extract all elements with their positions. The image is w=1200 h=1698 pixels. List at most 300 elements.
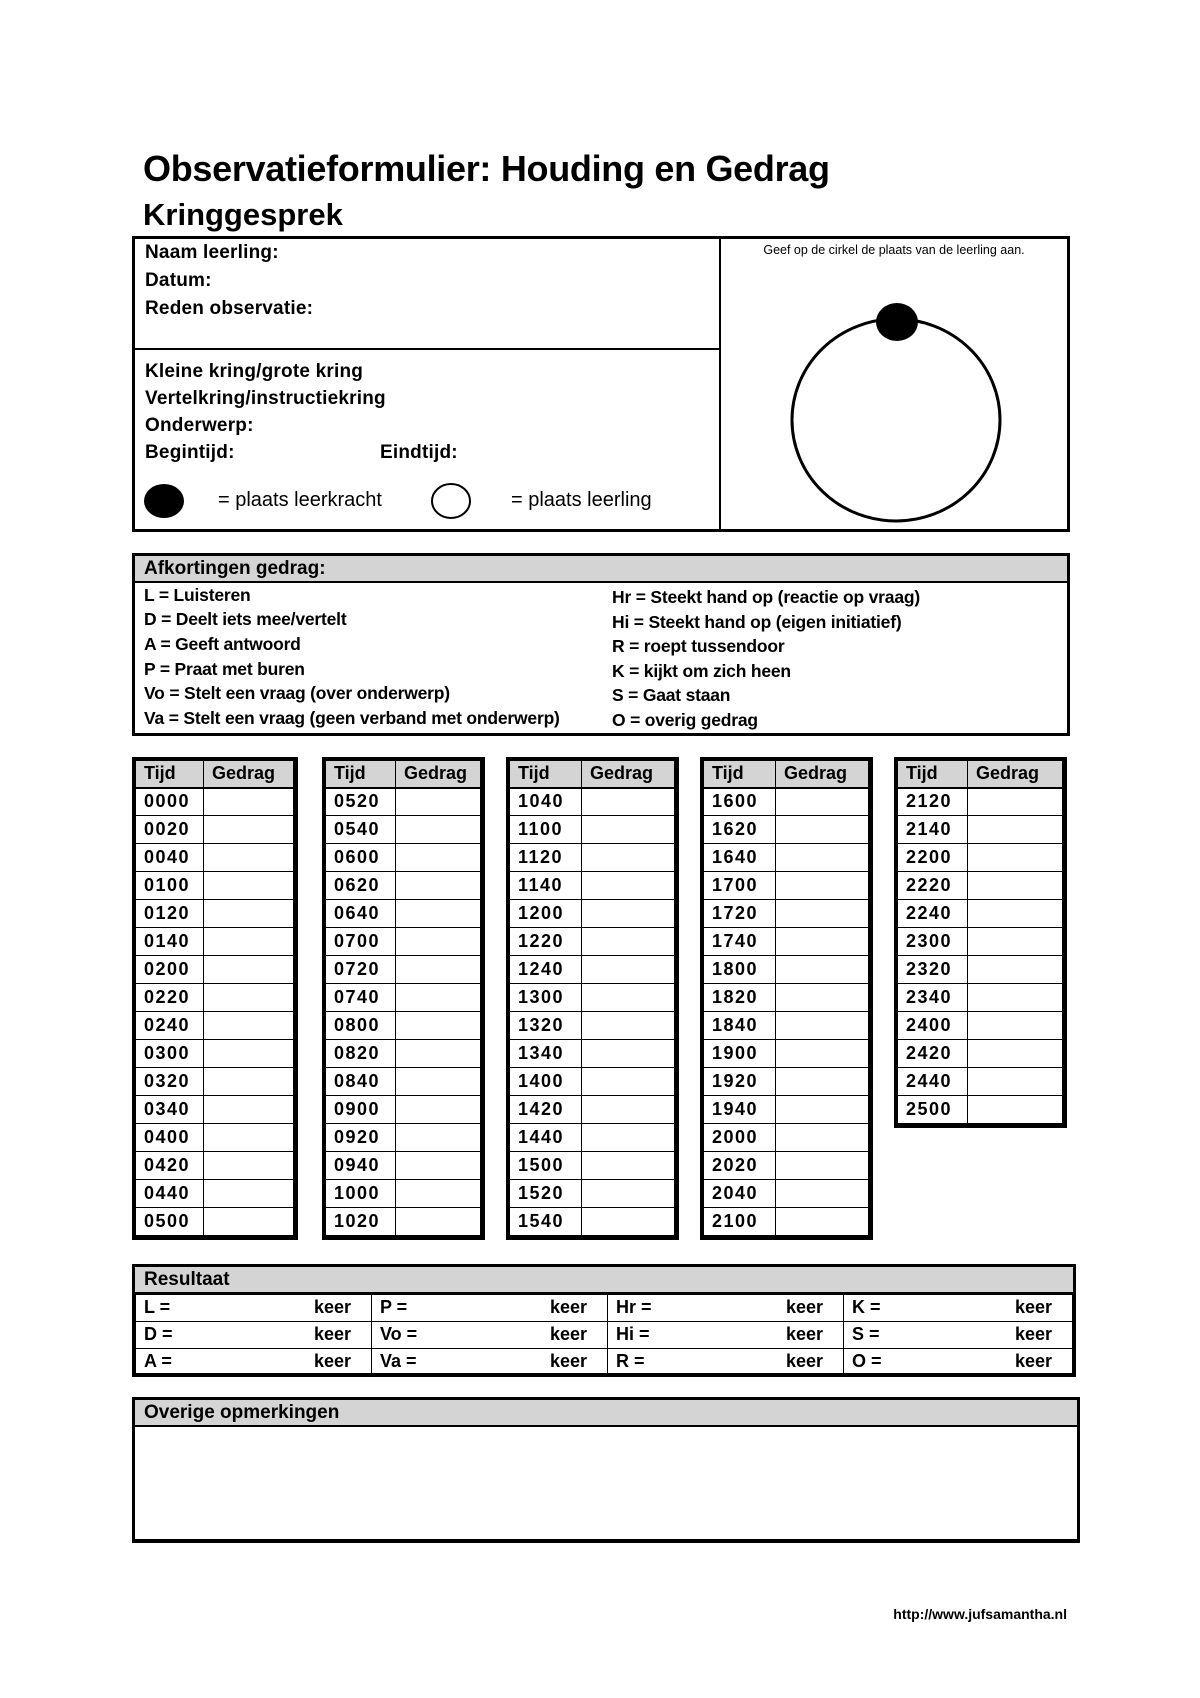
time-row: [326, 1096, 481, 1124]
time-cell: 0720: [326, 956, 396, 984]
time-row: [704, 816, 869, 844]
time-cell: 1600: [704, 788, 776, 816]
behavior-cell[interactable]: [968, 816, 1063, 844]
behavior-cell[interactable]: [204, 844, 294, 872]
behavior-cell[interactable]: [396, 1096, 481, 1124]
time-row: [326, 1180, 481, 1208]
behavior-cell[interactable]: [396, 872, 481, 900]
behavior-cell[interactable]: [776, 984, 869, 1012]
time-cell: 0220: [136, 984, 204, 1012]
time-row: [510, 788, 675, 816]
time-row: [326, 900, 481, 928]
col-header-tijd: Tijd: [326, 761, 396, 788]
time-row: [704, 1012, 869, 1040]
result-row: [136, 1322, 1073, 1349]
time-row: [510, 844, 675, 872]
behavior-cell[interactable]: [396, 816, 481, 844]
behavior-cell[interactable]: [204, 956, 294, 984]
time-cell: 1320: [510, 1012, 582, 1040]
behavior-cell[interactable]: [968, 1040, 1063, 1068]
field-kring-size[interactable]: Kleine kring/grote kring: [145, 361, 364, 382]
behavior-cell[interactable]: [204, 1124, 294, 1152]
behavior-cell[interactable]: [396, 984, 481, 1012]
result-keer-label: keer: [313, 1351, 351, 1371]
col-header-gedrag: Gedrag: [968, 761, 1063, 788]
abbr-item: O = overig gedrag: [612, 710, 758, 730]
behavior-cell[interactable]: [776, 1040, 869, 1068]
behavior-cell[interactable]: [396, 1208, 481, 1236]
behavior-cell[interactable]: [776, 844, 869, 872]
behavior-cell[interactable]: [776, 1012, 869, 1040]
behavior-cell[interactable]: [582, 1152, 675, 1180]
result-keer-label: keer: [1014, 1297, 1052, 1317]
time-cell: 2200: [898, 844, 968, 872]
time-cell: 0340: [136, 1096, 204, 1124]
time-table-3: [506, 757, 679, 1240]
behavior-cell[interactable]: [968, 956, 1063, 984]
behavior-cell[interactable]: [204, 872, 294, 900]
behavior-cell[interactable]: [582, 844, 675, 872]
time-row: [704, 1124, 869, 1152]
time-row: [510, 1012, 675, 1040]
student-info-section: [135, 239, 721, 350]
time-row: [510, 1096, 675, 1124]
behavior-cell[interactable]: [204, 1152, 294, 1180]
time-cell: 0500: [136, 1208, 204, 1236]
behavior-cell[interactable]: [968, 1068, 1063, 1096]
time-row: [136, 872, 294, 900]
field-begintijd[interactable]: Begintijd:: [145, 442, 235, 463]
time-row: [326, 1208, 481, 1236]
time-cell: 1040: [510, 788, 582, 816]
time-row: [326, 1012, 481, 1040]
behavior-cell[interactable]: [776, 1208, 869, 1236]
behavior-cell[interactable]: [396, 1040, 481, 1068]
result-cell[interactable]: [136, 1295, 372, 1322]
time-row: [898, 816, 1063, 844]
time-row: [704, 900, 869, 928]
time-cell: 0700: [326, 928, 396, 956]
time-row: [510, 928, 675, 956]
time-cell: 2220: [898, 872, 968, 900]
behavior-cell[interactable]: [582, 788, 675, 816]
result-keer-label: keer: [1014, 1351, 1052, 1371]
time-table-4: [700, 757, 873, 1240]
behavior-cell[interactable]: [968, 844, 1063, 872]
behavior-cell[interactable]: [776, 788, 869, 816]
empty-circle-icon: [430, 481, 478, 523]
time-row: [326, 788, 481, 816]
time-row: [898, 872, 1063, 900]
time-row: [704, 1152, 869, 1180]
time-row: [704, 1096, 869, 1124]
time-row: [704, 788, 869, 816]
result-heading: Resultaat: [135, 1267, 1073, 1294]
time-row: [510, 900, 675, 928]
field-onderwerp[interactable]: Onderwerp:: [145, 415, 254, 436]
behavior-cell[interactable]: [776, 956, 869, 984]
time-row: [136, 1124, 294, 1152]
time-cell: 0740: [326, 984, 396, 1012]
abbreviations-heading: Afkortingen gedrag:: [135, 556, 1067, 583]
time-table-5: [894, 757, 1067, 1128]
page-subtitle: Kringgesprek: [143, 197, 343, 232]
time-row: [704, 1208, 869, 1236]
behavior-cell[interactable]: [396, 900, 481, 928]
time-cell: 0900: [326, 1096, 396, 1124]
behavior-cell[interactable]: [582, 1012, 675, 1040]
time-row: [326, 928, 481, 956]
time-row: [898, 1096, 1063, 1124]
behavior-cell[interactable]: [396, 788, 481, 816]
time-row: [898, 1040, 1063, 1068]
time-row: [898, 984, 1063, 1012]
time-cell: 0640: [326, 900, 396, 928]
time-row: [898, 788, 1063, 816]
time-cell: 2500: [898, 1096, 968, 1124]
behavior-cell[interactable]: [204, 900, 294, 928]
time-row: [136, 844, 294, 872]
time-table-1: [132, 757, 298, 1240]
time-cell: 2000: [704, 1124, 776, 1152]
time-row: [136, 928, 294, 956]
time-row: [136, 1180, 294, 1208]
time-cell: 1100: [510, 816, 582, 844]
behavior-cell[interactable]: [776, 1152, 869, 1180]
time-row: [704, 1040, 869, 1068]
time-cell: 2420: [898, 1040, 968, 1068]
time-row: [136, 816, 294, 844]
behavior-cell[interactable]: [776, 1068, 869, 1096]
result-cell[interactable]: [608, 1295, 844, 1322]
time-cell: 0520: [326, 788, 396, 816]
time-cell: 1740: [704, 928, 776, 956]
field-eindtijd[interactable]: Eindtijd:: [380, 442, 458, 463]
behavior-cell[interactable]: [396, 1068, 481, 1096]
behavior-cell[interactable]: [204, 928, 294, 956]
time-cell: 0600: [326, 844, 396, 872]
time-row: [704, 984, 869, 1012]
behavior-cell[interactable]: [968, 872, 1063, 900]
time-row: [898, 844, 1063, 872]
result-code-label: K =: [852, 1297, 881, 1317]
time-cell: 0240: [136, 1012, 204, 1040]
time-cell: 1640: [704, 844, 776, 872]
circle-session-section: [135, 350, 721, 529]
time-row: [510, 872, 675, 900]
time-row: [510, 1040, 675, 1068]
result-keer-label: keer: [549, 1324, 587, 1344]
time-cell: 1140: [510, 872, 582, 900]
time-row: [326, 1124, 481, 1152]
time-row: [326, 1152, 481, 1180]
result-code-label: Vo =: [380, 1324, 418, 1344]
circle-instruction-text: Geef op de cirkel de plaats van de leerling aan.: [763, 243, 1025, 257]
behavior-cell[interactable]: [204, 788, 294, 816]
behavior-cell[interactable]: [582, 1124, 675, 1152]
time-cell: 1400: [510, 1068, 582, 1096]
time-cell: 1300: [510, 984, 582, 1012]
time-cell: 0940: [326, 1152, 396, 1180]
result-cell[interactable]: [844, 1295, 1073, 1322]
time-cell: 0540: [326, 816, 396, 844]
time-cell: 1340: [510, 1040, 582, 1068]
result-code-label: D =: [144, 1324, 173, 1344]
field-kring-type[interactable]: Vertelkring/instructiekring: [145, 388, 386, 409]
behavior-cell[interactable]: [396, 844, 481, 872]
time-row: [136, 984, 294, 1012]
behavior-cell[interactable]: [582, 872, 675, 900]
behavior-cell[interactable]: [776, 816, 869, 844]
time-row: [136, 1068, 294, 1096]
time-cell: 0840: [326, 1068, 396, 1096]
time-cell: 0120: [136, 900, 204, 928]
time-cell: 0820: [326, 1040, 396, 1068]
time-row: [898, 928, 1063, 956]
result-code-label: A =: [144, 1351, 172, 1371]
page-title: Observatieformulier: Houding en Gedrag: [143, 148, 830, 189]
behavior-cell[interactable]: [582, 984, 675, 1012]
time-row: [898, 1068, 1063, 1096]
behavior-cell[interactable]: [776, 872, 869, 900]
time-row: [704, 872, 869, 900]
result-cell[interactable]: [372, 1322, 608, 1349]
time-cell: 1800: [704, 956, 776, 984]
time-cell: 0320: [136, 1068, 204, 1096]
time-cell: 2100: [704, 1208, 776, 1236]
abbr-item: P = Praat met buren: [144, 659, 305, 679]
time-row: [326, 1068, 481, 1096]
field-naam-leerling[interactable]: Naam leerling:: [145, 242, 279, 263]
behavior-cell[interactable]: [776, 1180, 869, 1208]
time-cell: 2040: [704, 1180, 776, 1208]
time-row: [510, 816, 675, 844]
result-code-label: S =: [852, 1324, 880, 1344]
result-cell[interactable]: [372, 1295, 608, 1322]
time-cell: 2400: [898, 1012, 968, 1040]
abbreviations-box: [132, 553, 1070, 736]
time-row: [898, 956, 1063, 984]
time-table-2: [322, 757, 485, 1240]
time-row: [510, 1152, 675, 1180]
behavior-cell[interactable]: [968, 928, 1063, 956]
legend-teacher-label: = plaats leerkracht: [218, 489, 382, 511]
behavior-cell[interactable]: [968, 984, 1063, 1012]
time-cell: 1120: [510, 844, 582, 872]
result-keer-label: keer: [785, 1351, 823, 1371]
teacher-position-marker: [876, 303, 918, 341]
result-keer-label: keer: [313, 1297, 351, 1317]
col-header-tijd: Tijd: [898, 761, 968, 788]
col-header-gedrag: Gedrag: [776, 761, 869, 788]
time-row: [704, 928, 869, 956]
col-header-gedrag: Gedrag: [204, 761, 294, 788]
result-cell[interactable]: [136, 1322, 372, 1349]
time-row: [136, 1208, 294, 1236]
time-cell: 0400: [136, 1124, 204, 1152]
time-cell: 1020: [326, 1208, 396, 1236]
behavior-cell[interactable]: [582, 816, 675, 844]
behavior-cell[interactable]: [582, 928, 675, 956]
result-cell[interactable]: [608, 1322, 844, 1349]
result-keer-label: keer: [313, 1324, 351, 1344]
abbr-item: Vo = Stelt een vraag (over onderwerp): [144, 683, 450, 703]
behavior-cell[interactable]: [204, 816, 294, 844]
field-datum[interactable]: Datum:: [145, 270, 212, 291]
time-cell: 1920: [704, 1068, 776, 1096]
behavior-cell[interactable]: [396, 1152, 481, 1180]
footer-url-link[interactable]: http://www.jufsamantha.nl: [893, 1606, 1067, 1622]
time-cell: 0440: [136, 1180, 204, 1208]
behavior-cell[interactable]: [204, 1096, 294, 1124]
time-row: [326, 956, 481, 984]
result-cell[interactable]: [844, 1322, 1073, 1349]
student-info-box: [132, 236, 1070, 532]
behavior-cell[interactable]: [968, 788, 1063, 816]
abbr-item: S = Gaat staan: [612, 685, 731, 705]
time-row: [898, 1012, 1063, 1040]
behavior-cell[interactable]: [396, 1124, 481, 1152]
time-cell: 2240: [898, 900, 968, 928]
abbr-item: Hi = Steekt hand op (eigen initiatief): [612, 612, 902, 632]
result-cell[interactable]: [136, 1349, 372, 1376]
time-row: [898, 900, 1063, 928]
behavior-cell[interactable]: [582, 1208, 675, 1236]
abbr-item: Hr = Steekt hand op (reactie op vraag): [612, 587, 920, 607]
legend-student-label: = plaats leerling: [511, 489, 652, 511]
behavior-cell[interactable]: [776, 1124, 869, 1152]
time-cell: 1500: [510, 1152, 582, 1180]
time-cell: 0620: [326, 872, 396, 900]
behavior-cell[interactable]: [582, 1180, 675, 1208]
behavior-cell[interactable]: [396, 928, 481, 956]
result-cell[interactable]: [372, 1349, 608, 1376]
result-keer-label: keer: [785, 1297, 823, 1317]
behavior-cell[interactable]: [204, 1068, 294, 1096]
result-keer-label: keer: [549, 1297, 587, 1317]
remarks-heading: Overige opmerkingen: [135, 1400, 1077, 1427]
filled-circle-icon: [143, 481, 191, 523]
behavior-cell[interactable]: [204, 1180, 294, 1208]
result-box: [132, 1264, 1076, 1377]
behavior-cell[interactable]: [582, 956, 675, 984]
behavior-cell[interactable]: [396, 1012, 481, 1040]
behavior-cell[interactable]: [582, 1068, 675, 1096]
result-keer-label: keer: [1014, 1324, 1052, 1344]
time-row: [510, 1208, 675, 1236]
behavior-cell[interactable]: [582, 1040, 675, 1068]
time-cell: 2440: [898, 1068, 968, 1096]
result-code-label: P =: [380, 1297, 408, 1317]
time-cell: 0920: [326, 1124, 396, 1152]
time-row: [704, 1180, 869, 1208]
time-row: [704, 956, 869, 984]
time-cell: 0420: [136, 1152, 204, 1180]
result-code-label: O =: [852, 1351, 882, 1371]
time-row: [136, 900, 294, 928]
behavior-cell[interactable]: [204, 1012, 294, 1040]
time-cell: 1620: [704, 816, 776, 844]
time-cell: 0140: [136, 928, 204, 956]
time-row: [136, 1096, 294, 1124]
time-cell: 1520: [510, 1180, 582, 1208]
time-cell: 2020: [704, 1152, 776, 1180]
behavior-cell[interactable]: [582, 1096, 675, 1124]
result-row: [136, 1295, 1073, 1322]
time-row: [704, 1068, 869, 1096]
behavior-cell[interactable]: [968, 1096, 1063, 1124]
time-row: [326, 984, 481, 1012]
time-row: [136, 788, 294, 816]
time-cell: 2320: [898, 956, 968, 984]
time-row: [326, 1040, 481, 1068]
result-code-label: Hi =: [616, 1324, 650, 1344]
remarks-box[interactable]: [132, 1397, 1080, 1543]
field-reden-observatie[interactable]: Reden observatie:: [145, 298, 314, 319]
result-code-label: R =: [616, 1351, 645, 1371]
time-row: [136, 1040, 294, 1068]
col-header-tijd: Tijd: [704, 761, 776, 788]
behavior-cell[interactable]: [204, 1208, 294, 1236]
behavior-cell[interactable]: [204, 1040, 294, 1068]
time-cell: 0200: [136, 956, 204, 984]
behavior-cell[interactable]: [776, 900, 869, 928]
time-cell: 0040: [136, 844, 204, 872]
time-row: [510, 956, 675, 984]
result-cell[interactable]: [608, 1349, 844, 1376]
time-cell: 1840: [704, 1012, 776, 1040]
time-row: [326, 872, 481, 900]
behavior-cell[interactable]: [776, 928, 869, 956]
time-cell: 0020: [136, 816, 204, 844]
abbr-item: A = Geeft antwoord: [144, 634, 301, 654]
behavior-cell[interactable]: [968, 900, 1063, 928]
time-row: [510, 984, 675, 1012]
time-cell: 1240: [510, 956, 582, 984]
time-row: [326, 844, 481, 872]
time-cell: 1000: [326, 1180, 396, 1208]
time-cell: 2140: [898, 816, 968, 844]
result-cell[interactable]: [844, 1349, 1073, 1376]
result-row: [136, 1349, 1073, 1376]
time-row: [510, 1124, 675, 1152]
time-cell: 1220: [510, 928, 582, 956]
behavior-cell[interactable]: [396, 1180, 481, 1208]
result-code-label: L =: [144, 1297, 171, 1317]
col-header-tijd: Tijd: [136, 761, 204, 788]
seating-circle-diagram[interactable]: [721, 239, 1067, 529]
result-grid: [135, 1294, 1073, 1376]
behavior-cell[interactable]: [582, 900, 675, 928]
time-cell: 1440: [510, 1124, 582, 1152]
time-row: [326, 816, 481, 844]
abbr-item: D = Deelt iets mee/vertelt: [144, 609, 347, 629]
behavior-cell[interactable]: [204, 984, 294, 1012]
time-row: [136, 1012, 294, 1040]
col-header-gedrag: Gedrag: [582, 761, 675, 788]
behavior-cell[interactable]: [776, 1096, 869, 1124]
time-cell: 0300: [136, 1040, 204, 1068]
time-cell: 1700: [704, 872, 776, 900]
behavior-cell[interactable]: [968, 1012, 1063, 1040]
seating-circle[interactable]: [792, 319, 1000, 521]
abbr-item: K = kijkt om zich heen: [612, 661, 791, 681]
behavior-cell[interactable]: [396, 956, 481, 984]
time-row: [136, 1152, 294, 1180]
time-cell: 1420: [510, 1096, 582, 1124]
result-code-label: Hr =: [616, 1297, 652, 1317]
time-cell: 1200: [510, 900, 582, 928]
